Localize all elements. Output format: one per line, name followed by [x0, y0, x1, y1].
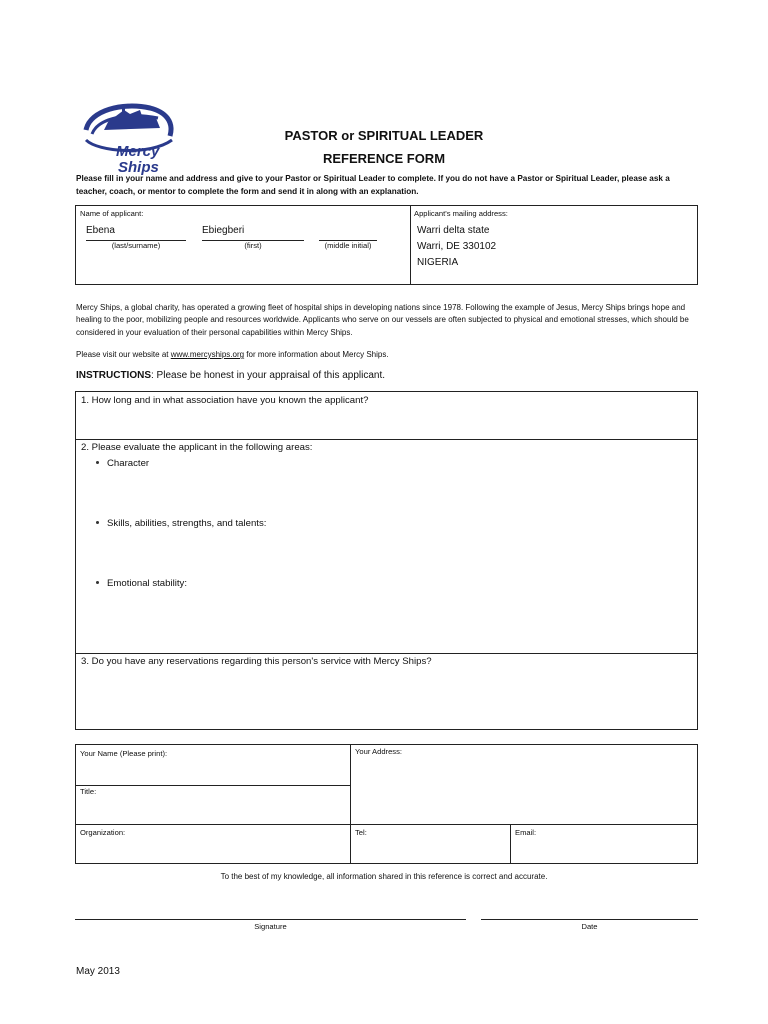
form-subtitle: REFERENCE FORM [322, 151, 446, 166]
emotional-answer-field[interactable] [106, 594, 691, 649]
referee-title-field[interactable] [80, 787, 346, 821]
referee-title-label: Title: [80, 787, 97, 796]
address-line-1[interactable]: Warri delta state [417, 225, 490, 236]
bullet-icon [96, 521, 99, 524]
divider [350, 745, 351, 863]
first-name-value: Ebiegberi [202, 225, 245, 236]
website-prefix: Please visit our website at [76, 350, 171, 359]
bullet-icon [96, 581, 99, 584]
applicant-address-label: Applicant's mailing address: [414, 209, 508, 218]
declaration: To the best of my knowledge, all information shared in this reference is correct and accurate. [220, 872, 548, 881]
signature-label: Signature [254, 922, 287, 931]
middle-initial-field[interactable] [319, 225, 377, 241]
divider [76, 785, 350, 786]
instructions-text: : Please be honest in your appraisal of this applicant. [151, 370, 386, 381]
skills-answer-field[interactable] [106, 534, 691, 574]
referee-tel-label: Tel: [355, 828, 367, 837]
last-name-caption: (last/surname) [111, 241, 161, 250]
middle-initial-caption: (middle initial) [324, 241, 372, 250]
divider [76, 824, 697, 825]
q2-item-emotional [96, 578, 187, 589]
q2-item-emotional-label: Emotional stability: [107, 578, 187, 589]
address-line-3[interactable]: NIGERIA [417, 257, 459, 268]
address-line-2[interactable]: Warri, DE 330102 [417, 241, 497, 252]
date-line[interactable] [481, 919, 698, 920]
instructions-label: INSTRUCTIONS [76, 370, 151, 381]
q2-item-skills-label: Skills, abilities, strengths, and talents: [107, 518, 267, 529]
divider [410, 206, 411, 284]
website-note [76, 349, 696, 361]
website-suffix: for more information about Mercy Ships. [244, 350, 389, 359]
divider [76, 439, 697, 440]
first-name-caption: (first) [244, 241, 262, 250]
signature-line[interactable] [75, 919, 466, 920]
form-title: PASTOR or SPIRITUAL LEADER [284, 128, 484, 143]
bullet-icon [96, 461, 99, 464]
intro-instructions: Please fill in your name and address and give to your Pastor or Spiritual Leader to complete. If you do not have a Pastor or Spiritual Leader, please ask a teacher, coach, or mentor to complete the form and send it in along with an explanation. [76, 174, 670, 196]
q2-item-character-label: Character [107, 458, 150, 469]
character-answer-field[interactable] [106, 474, 691, 514]
q2-item-character [96, 458, 149, 469]
referee-organization-label: Organization: [80, 828, 126, 837]
referee-email-field[interactable] [515, 828, 693, 861]
answer-3-field[interactable] [81, 672, 691, 724]
last-name-value: Ebena [86, 225, 115, 236]
referee-section [75, 744, 698, 864]
instructions [76, 370, 385, 381]
logo-text-line2: Ships [118, 159, 159, 176]
date-label: Date [581, 922, 598, 931]
applicant-section [75, 205, 698, 285]
last-name-field[interactable] [86, 225, 186, 241]
referee-address-label: Your Address: [355, 747, 403, 756]
about-mercy-ships: Mercy Ships, a global charity, has operated a growing fleet of hospital ships in developing nations since 1978. Following the example of Jesus, Mercy Ships brings hope and healing to the poor, mobilizing people and resources worldwide. Applicants who serve on our vessels are often subjected to physical and emotional stresses, which should be considered in your evaluation of their personal capabilities within Mercy Ships. [76, 303, 689, 337]
referee-tel-field[interactable] [355, 828, 505, 861]
q2-item-skills [96, 518, 266, 529]
question-3: 3. Do you have any reservations regarding this person's service with Mercy Ships? [81, 656, 432, 667]
applicant-name-label: Name of applicant: [80, 209, 144, 218]
referee-organization-field[interactable] [80, 828, 346, 861]
answer-1-field[interactable] [81, 410, 691, 436]
website-link[interactable]: www.mercyships.org [170, 350, 245, 359]
question-2: 2. Please evaluate the applicant in the following areas: [81, 442, 313, 453]
referee-name-label: Your Name (Please print): [80, 749, 168, 758]
question-1: 1. How long and in what association have you known the applicant? [81, 395, 369, 406]
footer-date: May 2013 [76, 966, 120, 977]
referee-name-field[interactable] [80, 749, 346, 783]
divider [510, 824, 511, 863]
questions-section [75, 391, 698, 730]
referee-address-field[interactable] [355, 747, 693, 821]
first-name-field[interactable] [202, 225, 304, 241]
divider [76, 653, 697, 654]
logo-text-line1: Mercy [116, 143, 160, 160]
referee-email-label: Email: [515, 828, 537, 837]
